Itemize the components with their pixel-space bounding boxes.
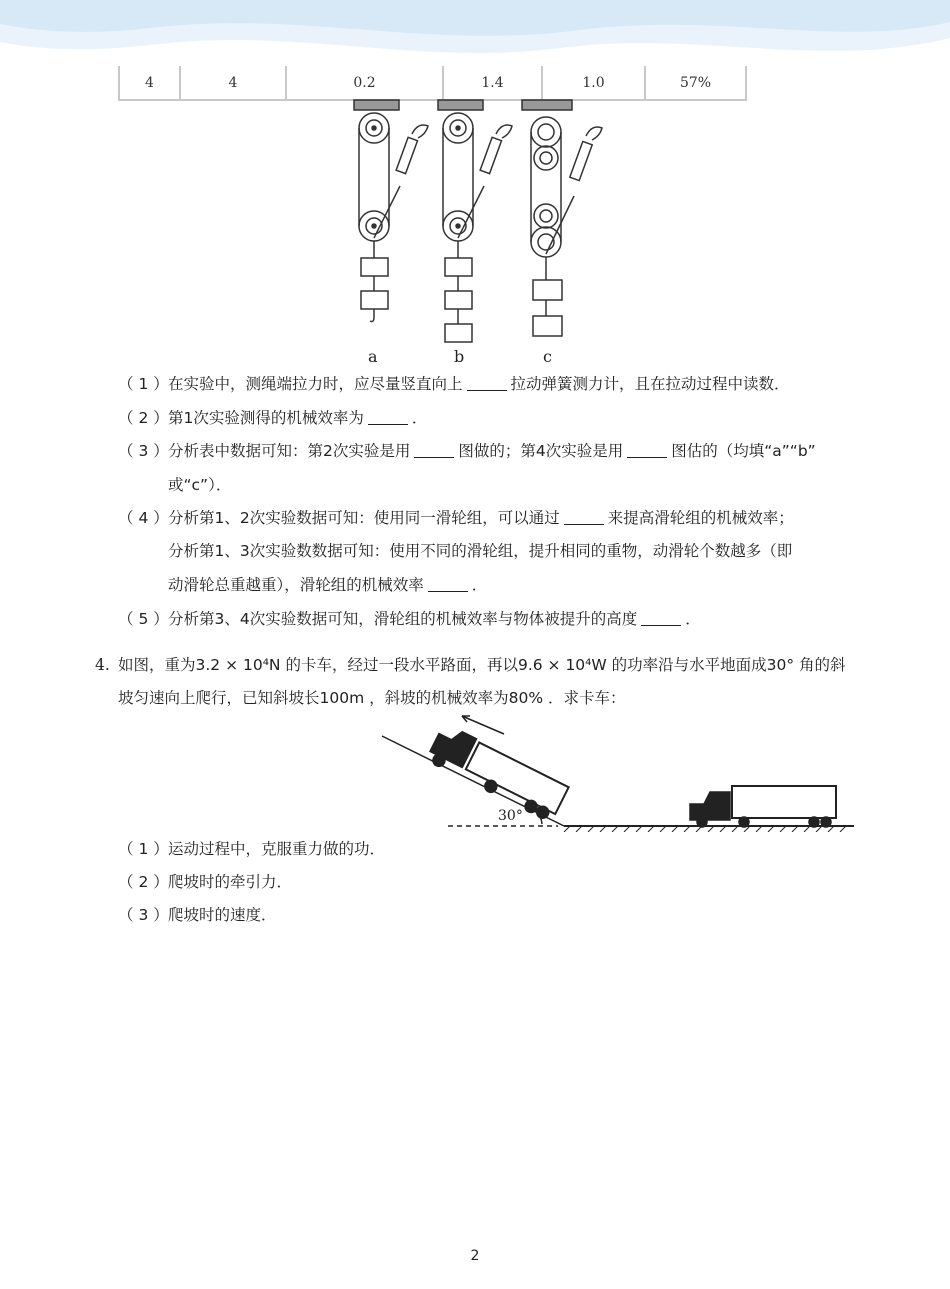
header-wave-decoration: [0, 0, 950, 70]
pulley-diagram: [330, 98, 630, 370]
angle-label: 30°: [498, 808, 523, 824]
experiment-table: [118, 66, 747, 101]
sub-number: （ 2 ）: [118, 409, 169, 427]
truck-slope-diagram: [378, 712, 858, 832]
sub-number: （ 4 ）: [118, 509, 169, 527]
table-cell: 4: [180, 66, 286, 100]
answer-blank[interactable]: [368, 410, 408, 425]
table-row: [119, 66, 746, 100]
table-cell: 4: [119, 66, 180, 100]
table-cell: 57%: [645, 66, 746, 100]
pulley-label-c: c: [543, 347, 552, 366]
sub-number: （ 3 ）: [118, 906, 169, 924]
sub-number: （ 1 ）: [118, 840, 169, 858]
answer-blank[interactable]: [641, 611, 681, 626]
sub-number: （ 3 ）: [118, 442, 169, 460]
answer-blank[interactable]: [564, 510, 604, 525]
table-cell: 0.2: [286, 66, 443, 100]
answer-blank[interactable]: [627, 443, 667, 458]
sub-number: （ 1 ）: [118, 375, 169, 393]
answer-blank[interactable]: [467, 376, 507, 391]
pulley-label-a: a: [368, 347, 378, 366]
page-number: 2: [470, 1248, 480, 1264]
answer-blank[interactable]: [414, 443, 454, 458]
table-cell: 1.4: [443, 66, 542, 100]
sub-number: （ 2 ）: [118, 873, 169, 891]
sub-number: （ 5 ）: [118, 610, 169, 628]
pulley-label-b: b: [454, 347, 465, 366]
answer-blank[interactable]: [428, 577, 468, 592]
question-number: 4.: [95, 656, 110, 674]
table-cell: 1.0: [542, 66, 645, 100]
